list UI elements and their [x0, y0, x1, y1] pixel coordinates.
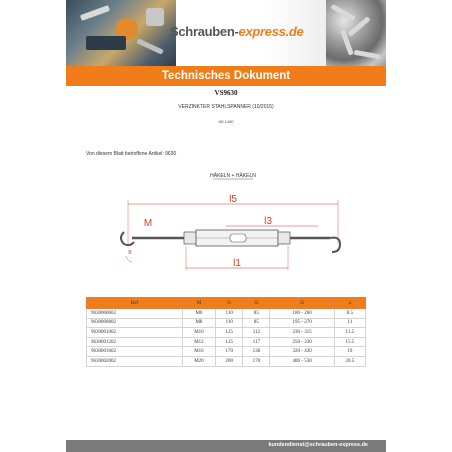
cell-m: M16: [182, 347, 215, 357]
cell-l1: 125: [216, 337, 243, 347]
table-row: [87, 347, 366, 357]
header-m: M: [182, 298, 215, 309]
cell-l5: 195 - 270: [270, 318, 334, 328]
label-l5: l5: [229, 194, 237, 205]
cell-a: 20.5: [334, 356, 365, 366]
label-b: B: [128, 250, 132, 256]
cell-l5: 320 - 430: [270, 347, 334, 357]
header-banner: [66, 0, 386, 70]
contact-email-link[interactable]: kundendienst@schrauben-express.de: [268, 442, 368, 448]
cell-l5: 400 - 530: [270, 356, 334, 366]
cell-m: M10: [182, 328, 215, 338]
cell-l3: 170: [243, 356, 270, 366]
table-row: [87, 356, 366, 366]
cell-l1: 200: [216, 356, 243, 366]
document-page: [66, 0, 386, 452]
product-code: VS9630: [214, 89, 238, 97]
cell-l1: 125: [216, 328, 243, 338]
workshop-photo: [66, 0, 176, 70]
cell-m: M6: [182, 309, 215, 319]
header-ref: Ref: [87, 298, 183, 309]
table-row: [87, 328, 366, 338]
cell-l5: 250 - 330: [270, 337, 334, 347]
cell-l5: 180 - 260: [270, 309, 334, 319]
hook-label: HÄKELN + HÄKELN: [210, 173, 256, 179]
cell-ref: 9630001602: [87, 347, 183, 357]
cell-l3: 85: [243, 309, 270, 319]
cell-l3: 85: [243, 318, 270, 328]
cell-l3: 117: [243, 337, 270, 347]
header-l5: l5: [270, 298, 334, 309]
cell-l5: 230 - 315: [270, 328, 334, 338]
specification-table: [86, 297, 366, 367]
cell-ref: 9630002002: [87, 356, 183, 366]
cell-l3: 138: [243, 347, 270, 357]
cell-l3: 112: [243, 328, 270, 338]
turnbuckle-drawing: [118, 166, 348, 281]
cell-l1: 110: [216, 318, 243, 328]
table-row: [87, 318, 366, 328]
header-l3: l3: [243, 298, 270, 309]
label-m: M: [143, 218, 153, 229]
ab-label: AB 1480: [218, 119, 234, 124]
affected-articles: Von diesem Blatt betroffene Artikel: 9630: [86, 151, 177, 157]
cell-l1: 170: [216, 347, 243, 357]
cell-l1: 110: [216, 309, 243, 319]
cell-ref: 9630001002: [87, 328, 183, 338]
cell-a: 19: [334, 347, 365, 357]
header-a: a: [334, 298, 365, 309]
screws-photo: [326, 0, 386, 70]
cell-a: 15.5: [334, 337, 365, 347]
cell-a: 13.5: [334, 328, 365, 338]
document-title-bar: [66, 66, 386, 86]
cell-m: M20: [182, 356, 215, 366]
label-l1: l1: [233, 258, 241, 269]
table-row: [87, 309, 366, 319]
footer-bar: [66, 440, 386, 452]
cell-a: 8.5: [334, 309, 365, 319]
cell-m: M8: [182, 318, 215, 328]
cell-ref: 9630000602: [87, 309, 183, 319]
header-l1: l1: [216, 298, 243, 309]
table-header-row: [87, 298, 366, 309]
label-l3: l3: [264, 216, 272, 227]
banner-title: Technisches Dokument: [161, 70, 291, 82]
cell-m: M12: [182, 337, 215, 347]
table-row: [87, 337, 366, 347]
company-logo[interactable]: Schrauben-express.de: [170, 24, 304, 39]
cell-a: 11: [334, 318, 365, 328]
product-subtitle: VERZINKTER STAHLSPANNER (10/2015): [178, 104, 274, 110]
cell-ref: 9630000802: [87, 318, 183, 328]
cell-ref: 9630001202: [87, 337, 183, 347]
